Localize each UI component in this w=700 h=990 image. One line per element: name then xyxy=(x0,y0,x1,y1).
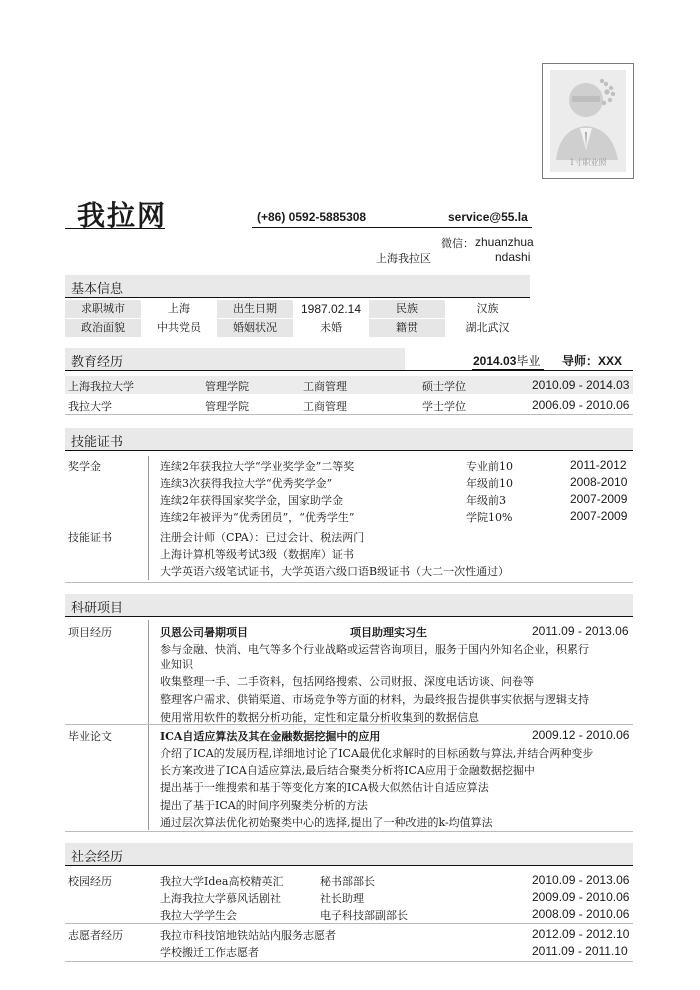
section-title: 基本信息 xyxy=(71,282,124,297)
project-divider xyxy=(65,724,633,725)
basic-label: 民族 xyxy=(369,300,445,318)
basic-value: 中共党员 xyxy=(157,321,201,334)
campus-role: 电子科技部副部长 xyxy=(320,909,408,922)
advisor-info xyxy=(562,352,622,369)
thesis-detail: 提出基于一维搜索和基于等变化方案的ICA极大似然估计自适应算法 xyxy=(160,781,489,794)
scholarship-rank: 年级前3 xyxy=(466,494,506,507)
project-detail: 收集整理一手、二手资料，包括网络搜索、公司财报、深度电话访谈、问卷等 xyxy=(160,675,534,688)
project-company: 贝恩公司暑期项目 xyxy=(160,626,248,639)
scholarship-label: 奖学金 xyxy=(68,460,101,473)
advisor-name: XXX xyxy=(598,354,623,368)
scholarship-years: 2008-2010 xyxy=(570,475,628,489)
basic-label: 政治面貌 xyxy=(65,319,141,337)
volunteer-item: 学校搬迁工作志愿者 xyxy=(160,946,259,959)
section-education xyxy=(65,348,633,370)
contact-underline xyxy=(252,227,532,228)
scholarship-desc: 连续2年获得国家奖学金，国家助学金 xyxy=(160,494,343,507)
education-period: 2006.09 - 2010.06 xyxy=(532,398,630,412)
education-divider xyxy=(65,414,633,415)
campus-org: 上海我拉大学慕风话剧社 xyxy=(160,892,281,905)
basic-label: 出生日期 xyxy=(217,300,293,318)
scholarship-years: 2007-2009 xyxy=(570,509,628,523)
certificate-item: 注册会计师（CPA）：已过会计、税法两门 xyxy=(160,531,365,544)
campus-period: 2008.09 - 2010.06 xyxy=(532,907,630,921)
thesis-label: 毕业论文 xyxy=(68,730,112,743)
scholarship-rank: 专业前10 xyxy=(466,460,513,473)
name-underline xyxy=(65,228,165,229)
project-role: 项目助理实习生 xyxy=(350,626,427,639)
college-name: 管理学院 xyxy=(205,400,249,413)
resume-name: 我拉网 xyxy=(77,199,168,232)
skills-divider xyxy=(65,582,633,583)
thesis-detail: 介绍了ICA的发展历程,详细地讨论了ICA最优化求解时的目标函数与算法,并结合两种变步 xyxy=(160,747,594,760)
graduation-date: 2014.03 xyxy=(473,354,517,368)
basic-label: 婚姻状况 xyxy=(217,319,293,337)
graduation-info xyxy=(473,352,540,369)
research-column-divider xyxy=(148,620,149,830)
skills-column-divider xyxy=(148,456,149,580)
section-title: 社会经历 xyxy=(71,850,124,865)
campus-org: 我拉大学Idea高校精英汇 xyxy=(160,875,284,888)
email-address: service@55.la xyxy=(448,210,528,224)
social-divider xyxy=(65,961,633,962)
certificate-item: 上海计算机等级考试3级（数据库）证书 xyxy=(160,548,354,561)
basic-value: 未婚 xyxy=(320,321,342,334)
thesis-period: 2009.12 - 2010.06 xyxy=(532,728,630,742)
campus-label: 校园经历 xyxy=(68,875,112,888)
photo-caption: 1寸职业照 xyxy=(569,158,607,167)
volunteer-label: 志愿者经历 xyxy=(68,929,123,942)
section-title: 技能证书 xyxy=(71,435,124,450)
basic-value: 上海 xyxy=(168,302,190,315)
advisor-label: 导师： xyxy=(562,354,599,368)
section-basic-info xyxy=(65,275,633,297)
wechat-label: 微信： xyxy=(441,237,474,250)
scholarship-rank: 学院10% xyxy=(466,511,513,524)
thesis-detail: 长方案改进了ICA自适应算法,最后结合聚类分析将ICA应用于金融数据挖掘中 xyxy=(160,764,535,777)
major-name: 工商管理 xyxy=(303,380,347,393)
section-title: 科研项目 xyxy=(71,601,124,616)
school-name: 上海我拉大学 xyxy=(68,380,134,393)
volunteer-period: 2012.09 - 2012.10 xyxy=(532,927,630,941)
degree-name: 硕士学位 xyxy=(422,380,466,393)
school-name: 我拉大学 xyxy=(68,400,112,413)
project-detail: 使用常用软件的数据分析功能，定性和定量分析收集到的数据信息 xyxy=(160,711,479,724)
basic-info-row xyxy=(65,319,530,337)
wechat-id-line2: ndashi xyxy=(495,250,531,264)
campus-divider xyxy=(65,923,633,924)
education-period: 2010.09 - 2014.03 xyxy=(532,378,630,392)
scholarship-years: 2011-2012 xyxy=(570,458,627,472)
thesis-detail: 提出了基于ICA的时间序列聚类分析的方法 xyxy=(160,799,368,812)
certificate-label: 技能证书 xyxy=(68,531,112,544)
project-period: 2011.09 - 2013.06 xyxy=(532,624,629,638)
section-title: 教育经历 xyxy=(71,355,124,370)
photo-placeholder xyxy=(550,70,626,172)
project-detail: 业知识 xyxy=(160,658,193,671)
major-name: 工商管理 xyxy=(303,400,347,413)
scholarship-desc: 连续2年获我拉大学“学业奖学金”二等奖 xyxy=(160,460,355,473)
section-skills xyxy=(65,428,633,450)
project-label: 项目经历 xyxy=(68,626,112,639)
section-social xyxy=(65,843,633,865)
thesis-title: ICA自适应算法及其在金融数据挖掘中的应用 xyxy=(160,730,381,743)
basic-value: 汉族 xyxy=(476,302,499,315)
research-divider xyxy=(65,831,633,832)
campus-period: 2010.09 - 2013.06 xyxy=(532,873,630,887)
degree-name: 学士学位 xyxy=(422,400,466,413)
scholarship-desc: 连续3次获得我拉大学“优秀奖学金” xyxy=(160,477,333,490)
scholarship-desc: 连续2年被评为“优秀团员”，“优秀学生” xyxy=(160,511,355,524)
project-detail: 整理客户需求、供销渠道、市场竞争等方面的材料，为最终报告提供事实依据与逻辑支持 xyxy=(160,693,589,706)
campus-org: 我拉大学学生会 xyxy=(160,909,237,922)
project-detail: 参与金融、快消、电气等多个行业战略或运营咨询项目，服务于国内外知名企业，积累行 xyxy=(160,643,589,656)
basic-value: 湖北武汉 xyxy=(465,321,510,334)
graduation-suffix: 毕业 xyxy=(516,354,541,368)
volunteer-item: 我拉市科技馆地铁站站内服务志愿者 xyxy=(160,929,336,942)
basic-label: 籍贯 xyxy=(369,319,445,337)
thesis-detail: 通过层次算法优化初始聚类中心的选择,提出了一种改进的k-均值算法 xyxy=(160,816,493,829)
scholarship-years: 2007-2009 xyxy=(570,492,628,506)
basic-label: 求职城市 xyxy=(65,300,141,318)
photo-frame xyxy=(542,63,634,179)
wechat-id-line1: zhuanzhua xyxy=(475,235,534,249)
basic-info-row xyxy=(65,300,530,318)
campus-role: 社长助理 xyxy=(320,892,364,905)
college-name: 管理学院 xyxy=(205,380,249,393)
location: 上海我拉区 xyxy=(376,252,431,265)
phone-number: (+86) 0592-5885308 xyxy=(257,210,367,224)
scholarship-rank: 年级前10 xyxy=(466,477,513,490)
campus-period: 2009.09 - 2010.06 xyxy=(532,890,630,904)
basic-value: 1987.02.14 xyxy=(300,302,362,316)
section-research xyxy=(65,594,633,616)
graduation-underline xyxy=(472,369,544,370)
campus-role: 秘书部部长 xyxy=(320,875,375,888)
volunteer-period: 2011.09 - 2011.10 xyxy=(532,944,628,958)
certificate-item: 大学英语六级笔试证书，大学英语六级口语B级证书（大二一次性通过） xyxy=(160,565,510,578)
